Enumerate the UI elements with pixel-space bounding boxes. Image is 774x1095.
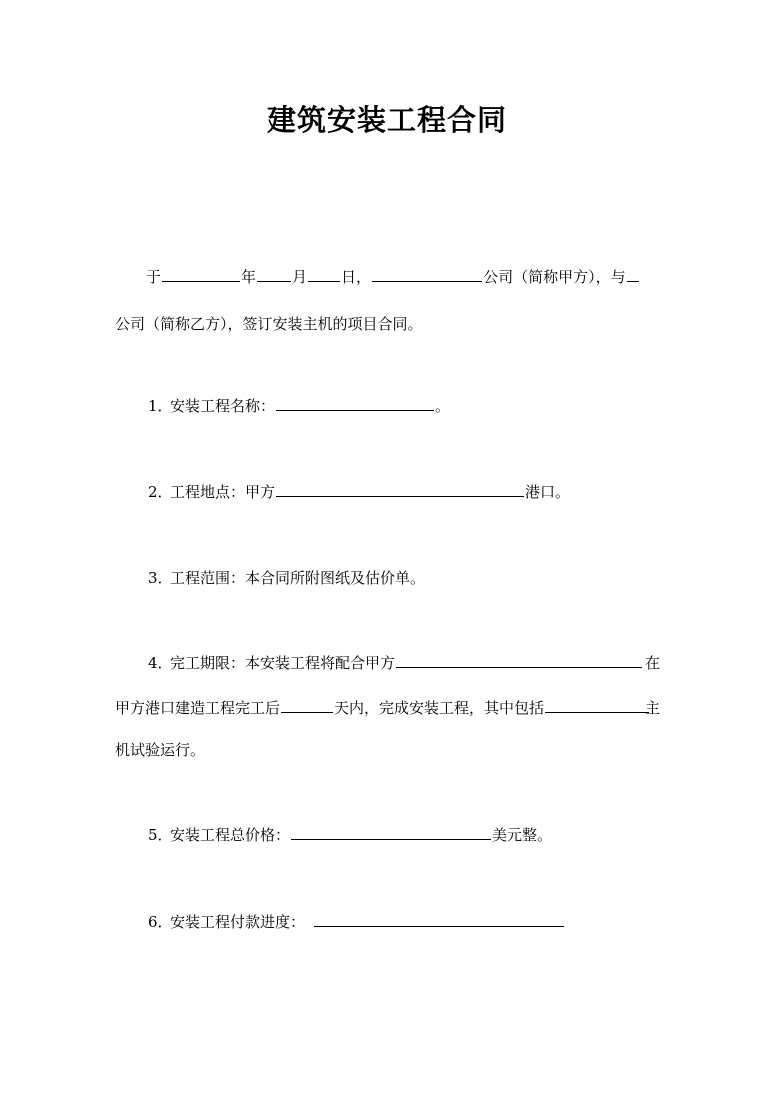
intro-line-2: 公司（简称乙方），签订安装主机的项目合同。 — [115, 315, 423, 333]
item-3 — [148, 566, 425, 590]
item-suffix: 美元整。 — [492, 826, 553, 844]
item-suffix: 港口。 — [525, 483, 571, 501]
item-label: 安装工程付款进度： — [170, 913, 306, 931]
blank-field[interactable] — [314, 910, 564, 927]
item-4-line-3: 机试验运行。 — [115, 741, 206, 759]
blank-field[interactable] — [545, 696, 649, 713]
blank-field[interactable] — [627, 265, 639, 282]
item-5 — [148, 823, 552, 847]
intro-text-month: 月 — [292, 268, 308, 286]
blank-field[interactable] — [162, 265, 240, 282]
item-number: 2． — [148, 483, 173, 501]
item-label: 安装工程名称： — [170, 397, 276, 415]
item-label: 安装工程总价格： — [170, 826, 291, 844]
item-6 — [148, 910, 565, 934]
blank-field[interactable] — [291, 823, 491, 840]
item-number: 1． — [148, 397, 173, 415]
item-4-text-b: 天内，完成安装工程，其中包括 — [334, 699, 545, 717]
item-label: 工程范围：本合同所附图纸及估价单。 — [170, 569, 426, 587]
blank-field[interactable] — [396, 651, 642, 668]
item-4 — [148, 651, 643, 675]
blank-field[interactable] — [276, 480, 524, 497]
item-suffix: 。 — [435, 397, 451, 415]
item-number: 4． — [148, 654, 173, 672]
item-4-text-a: 甲方港口建造工程完工后 — [115, 699, 281, 717]
item-4-line-2 — [115, 696, 650, 720]
item-2 — [148, 480, 570, 504]
item-number: 3． — [148, 569, 173, 587]
item-1 — [148, 394, 450, 418]
intro-text-party-a: 公司（简称甲方），与 — [483, 268, 626, 286]
document-title: 建筑安装工程合同 — [266, 103, 507, 137]
intro-text-yu: 于 — [146, 268, 162, 286]
item-label: 工程地点：甲方 — [170, 483, 276, 501]
item-label: 完工期限：本安装工程将配合甲方 — [170, 654, 396, 672]
item-number: 5． — [148, 826, 173, 844]
blank-field[interactable] — [372, 265, 482, 282]
blank-field[interactable] — [257, 265, 291, 282]
intro-text-year: 年 — [241, 268, 257, 286]
blank-field[interactable] — [281, 696, 333, 713]
intro-text-day: 日， — [341, 268, 372, 286]
blank-field[interactable] — [308, 265, 340, 282]
blank-field[interactable] — [276, 394, 434, 411]
item-4-suffix: 在 — [645, 654, 661, 672]
item-number: 6． — [148, 913, 173, 931]
intro-line-1 — [146, 265, 640, 289]
item-4-text-c: 主 — [645, 699, 661, 717]
